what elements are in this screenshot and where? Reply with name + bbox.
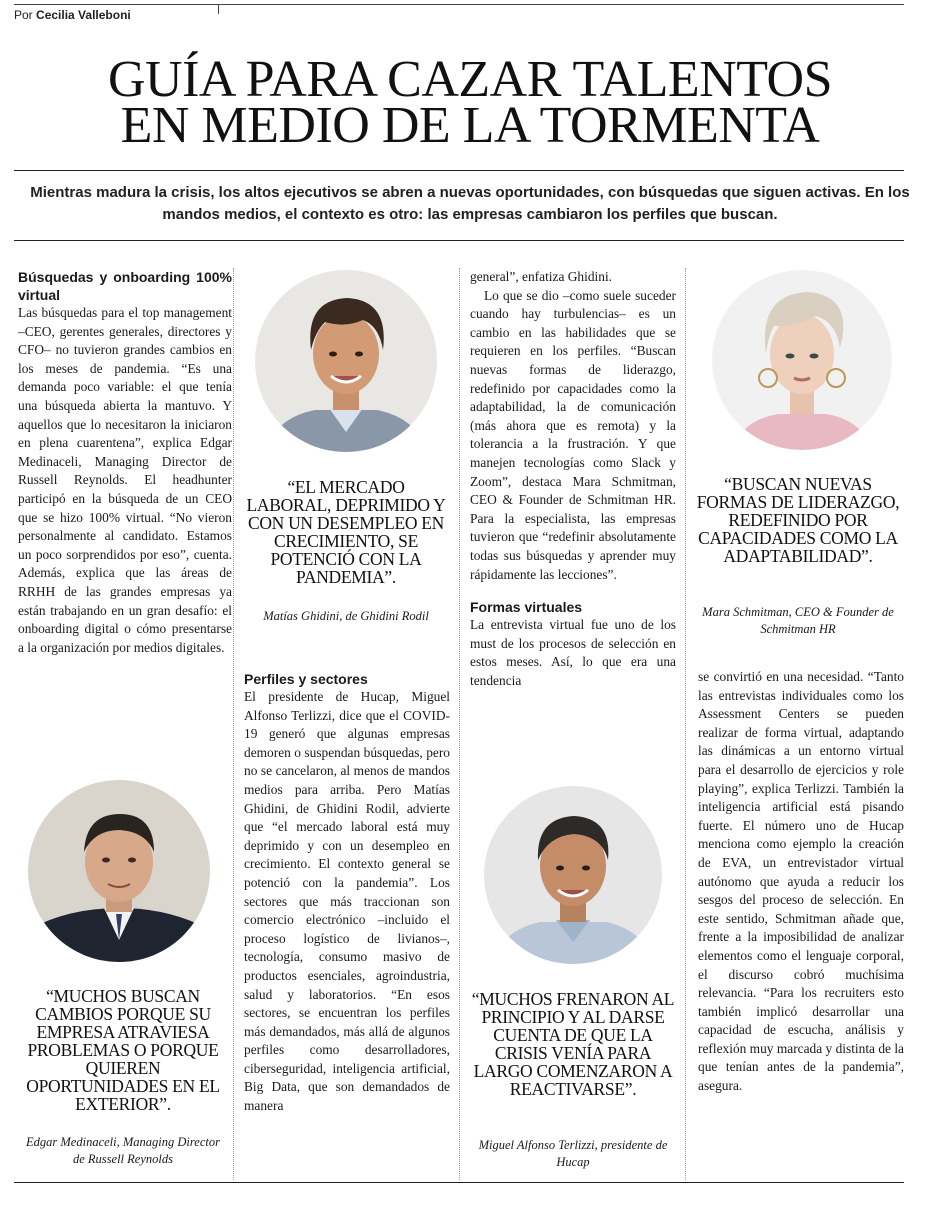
headline-line-1: GUÍA PARA CAZAR TALENTOS <box>108 51 832 108</box>
column-3-text <box>470 268 676 690</box>
pull-quote-ghidini: “EL MERCADO LABORAL, DEPRIMIDO Y CON UN DESEMPLEO EN CRECIMIENTO, SE POTENCIÓ CON LA PANDEMIA”. <box>246 477 446 587</box>
byline <box>14 8 131 22</box>
quote-credit-terlizzi: Miguel Alfonso Terlizzi, presidente de Hucap <box>478 1138 668 1169</box>
column-3-body-3: La entrevista virtual fue uno de los must de los procesos de selección en estos meses. Así, lo que era una tendencia <box>470 617 676 688</box>
portrait-mara-schmitman <box>712 270 892 450</box>
pull-quote-medinaceli: “MUCHOS BUSCAN CAMBIOS PORQUE SU EMPRESA ATRAVIESA PROBLEMAS O PORQUE QUIEREN OPORTUNIDADES EN EL EXTERIOR”. <box>26 986 220 1114</box>
column-3-body-1: general”, enfatiza Ghidini. <box>470 269 613 284</box>
byline-author: Cecilia Valleboni <box>36 8 131 22</box>
subhead-busquedas: Búsquedas y onboarding 100% virtual <box>18 269 232 303</box>
column-4-text <box>698 668 904 1096</box>
quote-credit-ghidini: Matías Ghidini, de Ghidini Rodil <box>263 609 429 623</box>
quote-credit-schmitman: Mara Schmitman, CEO & Founder de Schmitman HR <box>702 605 894 636</box>
column-4-body: se convirtió en una necesidad. “Tanto las entrevistas individuales como los Assessment Centers se pueden realizar de forma virtual, adaptando las dinámicas a un entorno virtual para el desarrollo de ejercicios y role playing”, explica Terlizzi. También la inteligencia artificial está pisando fuerte. El número uno de Hucap menciona como ejemplo la creación de EVA, un entrevistador virtual autónomo que ayuda a reducir los sesgos del proceso de selección. En este sentido, Schmitman añade que, frente a la imposibilidad de analizar elementos como el lenguaje corporal, el discurso cobró muchísima relevancia. “Para los recruiters esto también implicó desarrollar una capacidad de escucha, análisis y reflexión muy marcada y distinta de la que tenían antes de la pandemia”, asegura. <box>698 669 904 1094</box>
lead-paragraph: Mientras madura la crisis, los altos ejecutivos se abren a nuevas oportunidades, con búsquedas que siguen activas. En los mandos medios, el contexto es otro: las empresas cambiaron los perfiles que buscan. <box>30 184 910 223</box>
portrait-edgar-medinaceli <box>28 780 210 962</box>
pull-quote-schmitman: “BUSCAN NUEVAS FORMAS DE LIDERAZGO, REDEFINIDO POR CAPACIDADES COMO LA ADAPTABILIDAD”. <box>696 474 900 566</box>
subhead-formas-virtuales: Formas virtuales <box>470 599 583 616</box>
column-1-body: Las búsquedas para el top management –CEO, gerentes generales, directores y CFO– no tuvieron grandes cambios en los meses de pandemia. “Es una demanda poco variable: el que tenía una búsqueda abierta la mantuvo. Y aquellos que lo necesitaron la iniciaron en plena cuarentena”, explica Edgar Medinaceli, Managing Director de Russell Reynolds. El headhunter participó en la búsqueda de un CEO que se hizo 100% virtual. “No vieron personalmente al candidato. Estamos un poco sorprendidos por eso”, cuenta. Además, explica que las áreas de RRHH de las grandes empresas ya están trabajando en un gran desafío: el onboarding digital o cómo presentarse a la organización por medios digitales. <box>18 305 232 655</box>
column-2-body: El presidente de Hucap, Miguel Alfonso Terlizzi, dice que el COVID-19 generó que algunas empresas demoren o suspendan búsquedas, pero no se cancelaron, al menos de mandos medios para arriba. Pero Matías Ghidini, de Ghidini Rodil, advierte que “el mercado laboral está muy deprimido y con un desempleo en crecimiento. El contexto general se potenció con la pandemia”. Los sectores que más traccionan son comercio electrónico –incluido el proceso logístico de livianos–, tecnología, consumo masivo de productos esenciales, agroindustria, salud y laboratorios. “En esos sectores, se encuentran los perfiles más demandados, más allá de algunos perfiles como desarrolladores, ciberseguridad, inteligencia artificial, Big Data, que son demandados de manera <box>244 689 450 1114</box>
pull-quote-terlizzi: “MUCHOS FRENARON AL PRINCIPIO Y AL DARSE CUENTA DE QUE LA CRISIS VENÍA PARA LARGO COMENZARON A REACTIVARSE”. <box>471 989 675 1099</box>
quote-credit-medinaceli: Edgar Medinaceli, Managing Director de Russell Reynolds <box>26 1135 220 1166</box>
column-1-text <box>18 268 232 657</box>
subhead-perfiles: Perfiles y sectores <box>244 671 368 687</box>
column-3-body-2: Lo que se dio –como suele suceder cuando hay turbulencias– es un cambio en las habilidades que se requieren en los perfiles. “Buscan nuevas formas de liderazgo, redefinido por capacidades como la adaptabilidad, la de comunicación (más ahora que es remota) y la tolerancia a la frustración. Y que manejen tecnologías como Slack y Zoom”, destaca Mara Schmitman, CEO & Founder de Schmitman HR. Para la especialista, las empresas tuvieron que “redefinir absolutamente todas sus búsquedas y aprender muy rápidamente las lecciones”. <box>470 287 676 582</box>
column-2-text <box>244 670 450 1116</box>
portrait-miguel-terlizzi <box>484 786 662 964</box>
headline-line-2: EN MEDIO DE LA TORMENTA <box>120 97 820 154</box>
portrait-matias-ghidini <box>255 270 437 452</box>
byline-prefix: Por <box>14 8 33 22</box>
